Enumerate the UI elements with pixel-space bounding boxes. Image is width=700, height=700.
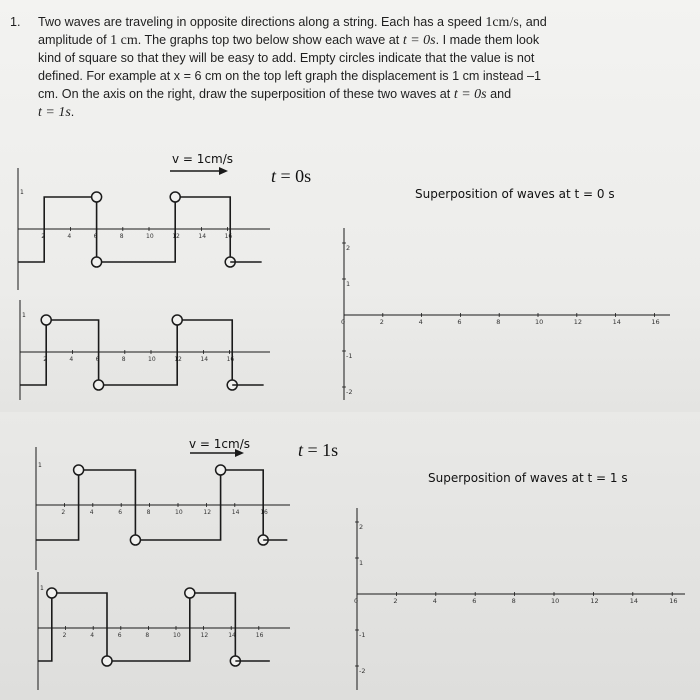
superposition-x-tick-label-8: 8 [511,597,516,605]
superposition-x-tick-label-10: 10 [535,318,544,326]
problem-line-5: cm. On the axis on the right, draw the superposition of these two waves at t = 0s and [38,87,512,102]
superposition-y-tick-label--2: -2 [346,388,353,396]
wave-tick-label-10: 10 [148,356,156,363]
wave-amplitude-label: 1 [20,189,24,196]
wave-tick-label-12: 12 [203,509,212,516]
wave-tick-label-10: 10 [175,509,183,516]
wave-tick-label-8: 8 [119,233,124,240]
wave-tick-label-10: 10 [146,233,154,240]
superposition-title-t0: Superposition of waves at t = 0 s [415,187,615,201]
wave-tick-label-8: 8 [145,632,150,639]
superposition-x-tick-label-4: 4 [418,318,423,326]
superposition-y-tick-label--2: -2 [359,667,366,675]
wave-tick-label-2: 2 [43,356,48,363]
wave-tick-label-14: 14 [228,632,236,639]
wave-amplitude-label: 1 [40,585,44,592]
wave-tick-label-8: 8 [146,509,151,516]
wave-amplitude-label: 1 [22,312,26,319]
superposition-title-t1: Superposition of waves at t = 1 s [428,471,628,485]
superposition-x-tick-label-14: 14 [629,597,639,605]
wave-tick-label-14: 14 [200,356,209,363]
problem-line-2: amplitude of 1 cm. The graphs top two below show each wave at t = 0s. I made them look [38,33,540,48]
wave-tick-label-12: 12 [174,356,182,363]
wave-tick-label-16: 16 [255,632,264,639]
superposition-x-tick-label-0: 0 [354,597,359,605]
superposition-x-tick-label-14: 14 [612,318,621,326]
superposition-y-tick-label-1: 1 [359,559,364,567]
problem-line-6: t = 1s. [38,105,75,120]
wave-tick-label-2: 2 [41,233,46,240]
wave-tick-label-14: 14 [198,233,207,240]
superposition-x-tick-label-16: 16 [669,597,678,605]
superposition-y-tick-label-1: 1 [346,280,351,288]
superposition-y-tick-label-2: 2 [359,523,364,531]
superposition-x-tick-label-4: 4 [432,597,437,605]
wave-tick-label-6: 6 [93,233,98,240]
problem-line-1: Two waves are traveling in opposite directions along a string. Each has a speed 1cm/s, and [38,15,547,30]
wave-tick-label-10: 10 [173,632,181,639]
wave-tick-label-2: 2 [61,509,66,516]
wave-tick-label-12: 12 [172,233,180,240]
wave-tick-label-6: 6 [95,356,100,363]
superposition-x-tick-label-0: 0 [341,318,346,326]
superposition-y-tick-label--1: -1 [359,631,366,639]
problem-line-3: kind of square so that they will be easy to add. Empty circles indicate that the value is not [38,51,535,65]
superposition-x-tick-label-2: 2 [379,318,384,326]
problem-number: 1. [10,15,21,29]
superposition-x-tick-label-8: 8 [496,318,501,326]
wave-tick-label-16: 16 [260,509,268,516]
superposition-y-tick-label--1: -1 [346,352,353,360]
wave-amplitude-label: 1 [38,462,42,469]
superposition-x-tick-label-6: 6 [457,318,462,326]
wave-tick-label-16: 16 [226,356,235,363]
superposition-y-tick-label-2: 2 [346,244,351,252]
problem-line-4: defined. For example at x = 6 cm on the top left graph the displacement is 1 cm instead –1 [38,69,541,83]
wave-tick-label-16: 16 [224,233,233,240]
wave-tick-label-4: 4 [67,233,72,240]
wave-tick-label-4: 4 [69,356,74,363]
wave-tick-label-4: 4 [90,632,95,639]
superposition-x-tick-label-12: 12 [590,597,599,605]
velocity-label-bottom: v = 1cm/s [189,437,251,451]
wave-tick-label-14: 14 [231,509,240,516]
superposition-x-tick-label-2: 2 [393,597,398,605]
wave-tick-label-12: 12 [200,632,209,639]
wave-tick-label-2: 2 [62,632,67,639]
velocity-label-top: v = 1cm/s [172,152,234,166]
superposition-x-tick-label-10: 10 [551,597,560,605]
superposition-x-tick-label-12: 12 [573,318,583,326]
time-label-t0: t = 0s [271,166,312,186]
wave-tick-label-4: 4 [89,509,94,516]
time-label-t1: t = 1s [298,440,339,460]
superposition-x-tick-label-16: 16 [651,318,660,326]
wave-tick-label-8: 8 [121,356,126,363]
superposition-x-tick-label-6: 6 [472,597,477,605]
wave-tick-label-6: 6 [117,632,122,639]
wave-tick-label-6: 6 [118,509,123,516]
